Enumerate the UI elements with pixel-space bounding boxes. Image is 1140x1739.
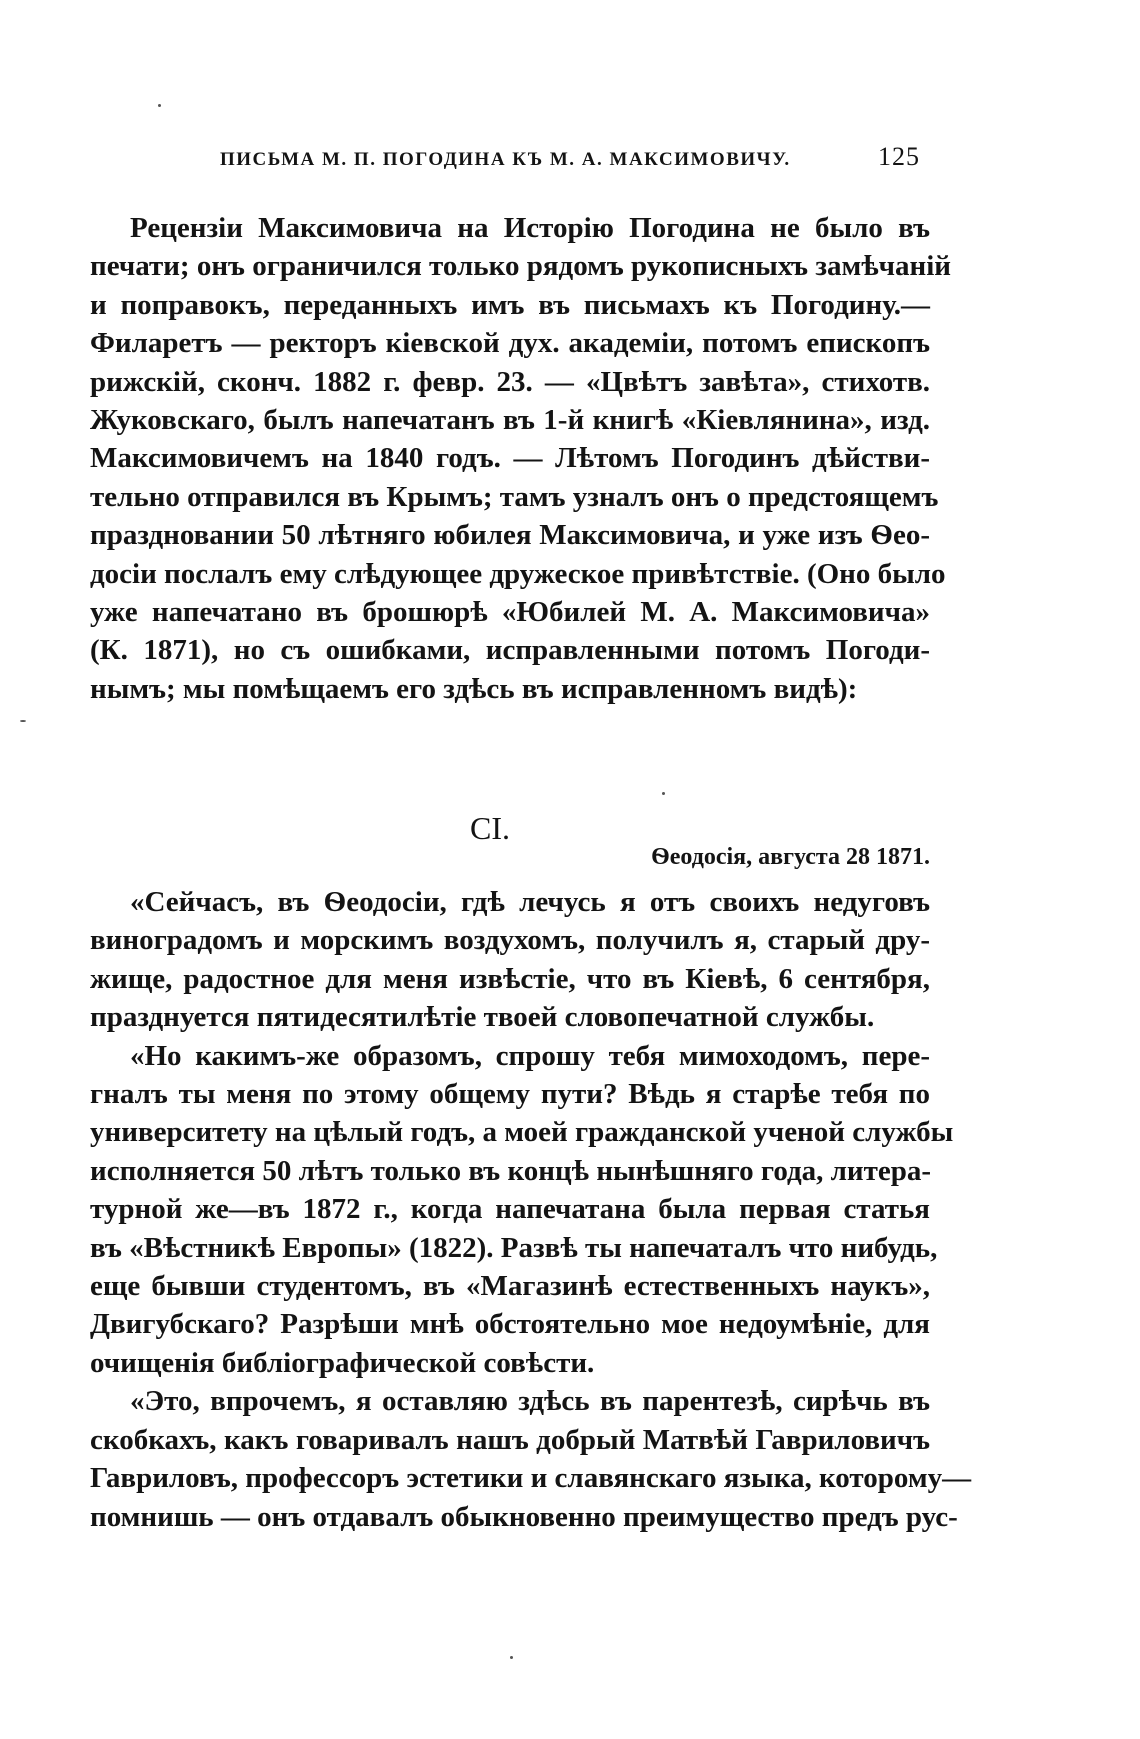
text-line: тельно отправился въ Крымъ; тамъ узналъ онъ о предстоящемъ <box>90 480 939 513</box>
paper-speck <box>662 792 665 795</box>
text-line: жище, радостное для меня извѣстіе, что въ Кіевѣ, 6 сентября, <box>90 962 930 995</box>
text-line: Жуковскаго, былъ напечатанъ въ 1-й книгѣ «Кіевлянина», изд. <box>90 404 930 437</box>
text-line: празднуется пятидесятилѣтіе твоей словопечатной службы. <box>90 1001 875 1034</box>
paper-speck <box>20 720 26 722</box>
text-line: досіи послалъ ему слѣдующее дружеское привѣтствіе. (Оно было <box>90 557 946 590</box>
text-line: «Но какимъ-же образомъ, спрошу тебя мимоходомъ, пере- <box>130 1039 930 1072</box>
text-line: исполняется 50 лѣтъ только въ концѣ нынѣшняго года, литера- <box>90 1154 932 1187</box>
text-line: скобкахъ, какъ говаривалъ нашъ добрый Матвѣй Гавриловичъ <box>90 1423 930 1456</box>
paper-speck <box>510 1656 513 1659</box>
text-line: очищенія библіографической совѣсти. <box>90 1346 595 1379</box>
text-line: въ «Вѣстникѣ Европы» (1822). Развѣ ты напечаталъ что нибудь, <box>90 1231 938 1264</box>
text-line: Рецензіи Максимовича на Исторію Погодина не было въ <box>130 212 930 244</box>
text-line: помнишь — онъ отдавалъ обыкновенно преимущество предъ рус- <box>90 1500 958 1533</box>
text-line: университету на цѣлый годъ, а моей гражданской ученой службы <box>90 1116 954 1149</box>
text-line: нымъ; мы помѣщаемъ его здѣсь въ исправленномъ видѣ): <box>90 672 858 705</box>
page-number: 125 <box>878 142 920 171</box>
running-header <box>220 142 920 172</box>
text-line: уже напечатано въ брошюрѣ «Юбилей М. А. Максимовича» <box>90 596 930 629</box>
text-line: рижскій, сконч. 1882 г. февр. 23. — «Цвѣтъ завѣта», стихотв. <box>90 365 930 398</box>
text-line: «Это, впрочемъ, я оставляю здѣсь въ парентезѣ, сирѣчь въ <box>130 1385 930 1418</box>
text-line: (К. 1871), но съ ошибками, исправленными потомъ Погоди- <box>90 634 930 667</box>
text-line: Максимовичемъ на 1840 годъ. — Лѣтомъ Погодинъ дѣйстви- <box>90 442 930 475</box>
paper-speck <box>158 104 161 107</box>
text-line: Гавриловъ, профессоръ эстетики и славянскаго языка, которому— <box>90 1462 972 1495</box>
text-line: гналъ ты меня по этому общему пути? Вѣдь я старѣе тебя по <box>90 1078 930 1111</box>
letter-dateline: Ѳеодосія, августа 28 1871. <box>651 844 930 870</box>
letter-body <box>90 883 972 1536</box>
letter-number: CI. <box>470 810 510 846</box>
text-line: Двигубскаго? Разрѣши мнѣ обстоятельно мое недоумѣніе, для <box>90 1308 930 1341</box>
text-line: турной же—въ 1872 г., когда напечатана была первая статья <box>90 1193 930 1226</box>
text-line: виноградомъ и морскимъ воздухомъ, получилъ я, старый дру- <box>90 924 930 957</box>
text-line: праздновании 50 лѣтняго юбилея Максимовича, и уже изъ Ѳео- <box>90 519 930 552</box>
header-title: ПИСЬМА М. П. ПОГОДИНА КЪ М. А. МАКСИМОВИЧУ. <box>220 149 791 170</box>
intro-paragraph <box>90 209 951 708</box>
text-line: «Сейчасъ, въ Ѳеодосіи, гдѣ лечусь я отъ своихъ недуговъ <box>130 886 930 918</box>
text-line: еще бывши студентомъ, въ «Магазинѣ естественныхъ наукъ», <box>90 1270 930 1303</box>
text-line: Филаретъ — ректоръ кіевской дух. академіи, потомъ епископъ <box>90 327 930 360</box>
text-line: и поправокъ, переданныхъ имъ въ письмахъ къ Погодину.— <box>90 288 930 321</box>
text-line: печати; онъ ограничился только рядомъ рукописныхъ замѣчаній <box>90 250 951 283</box>
